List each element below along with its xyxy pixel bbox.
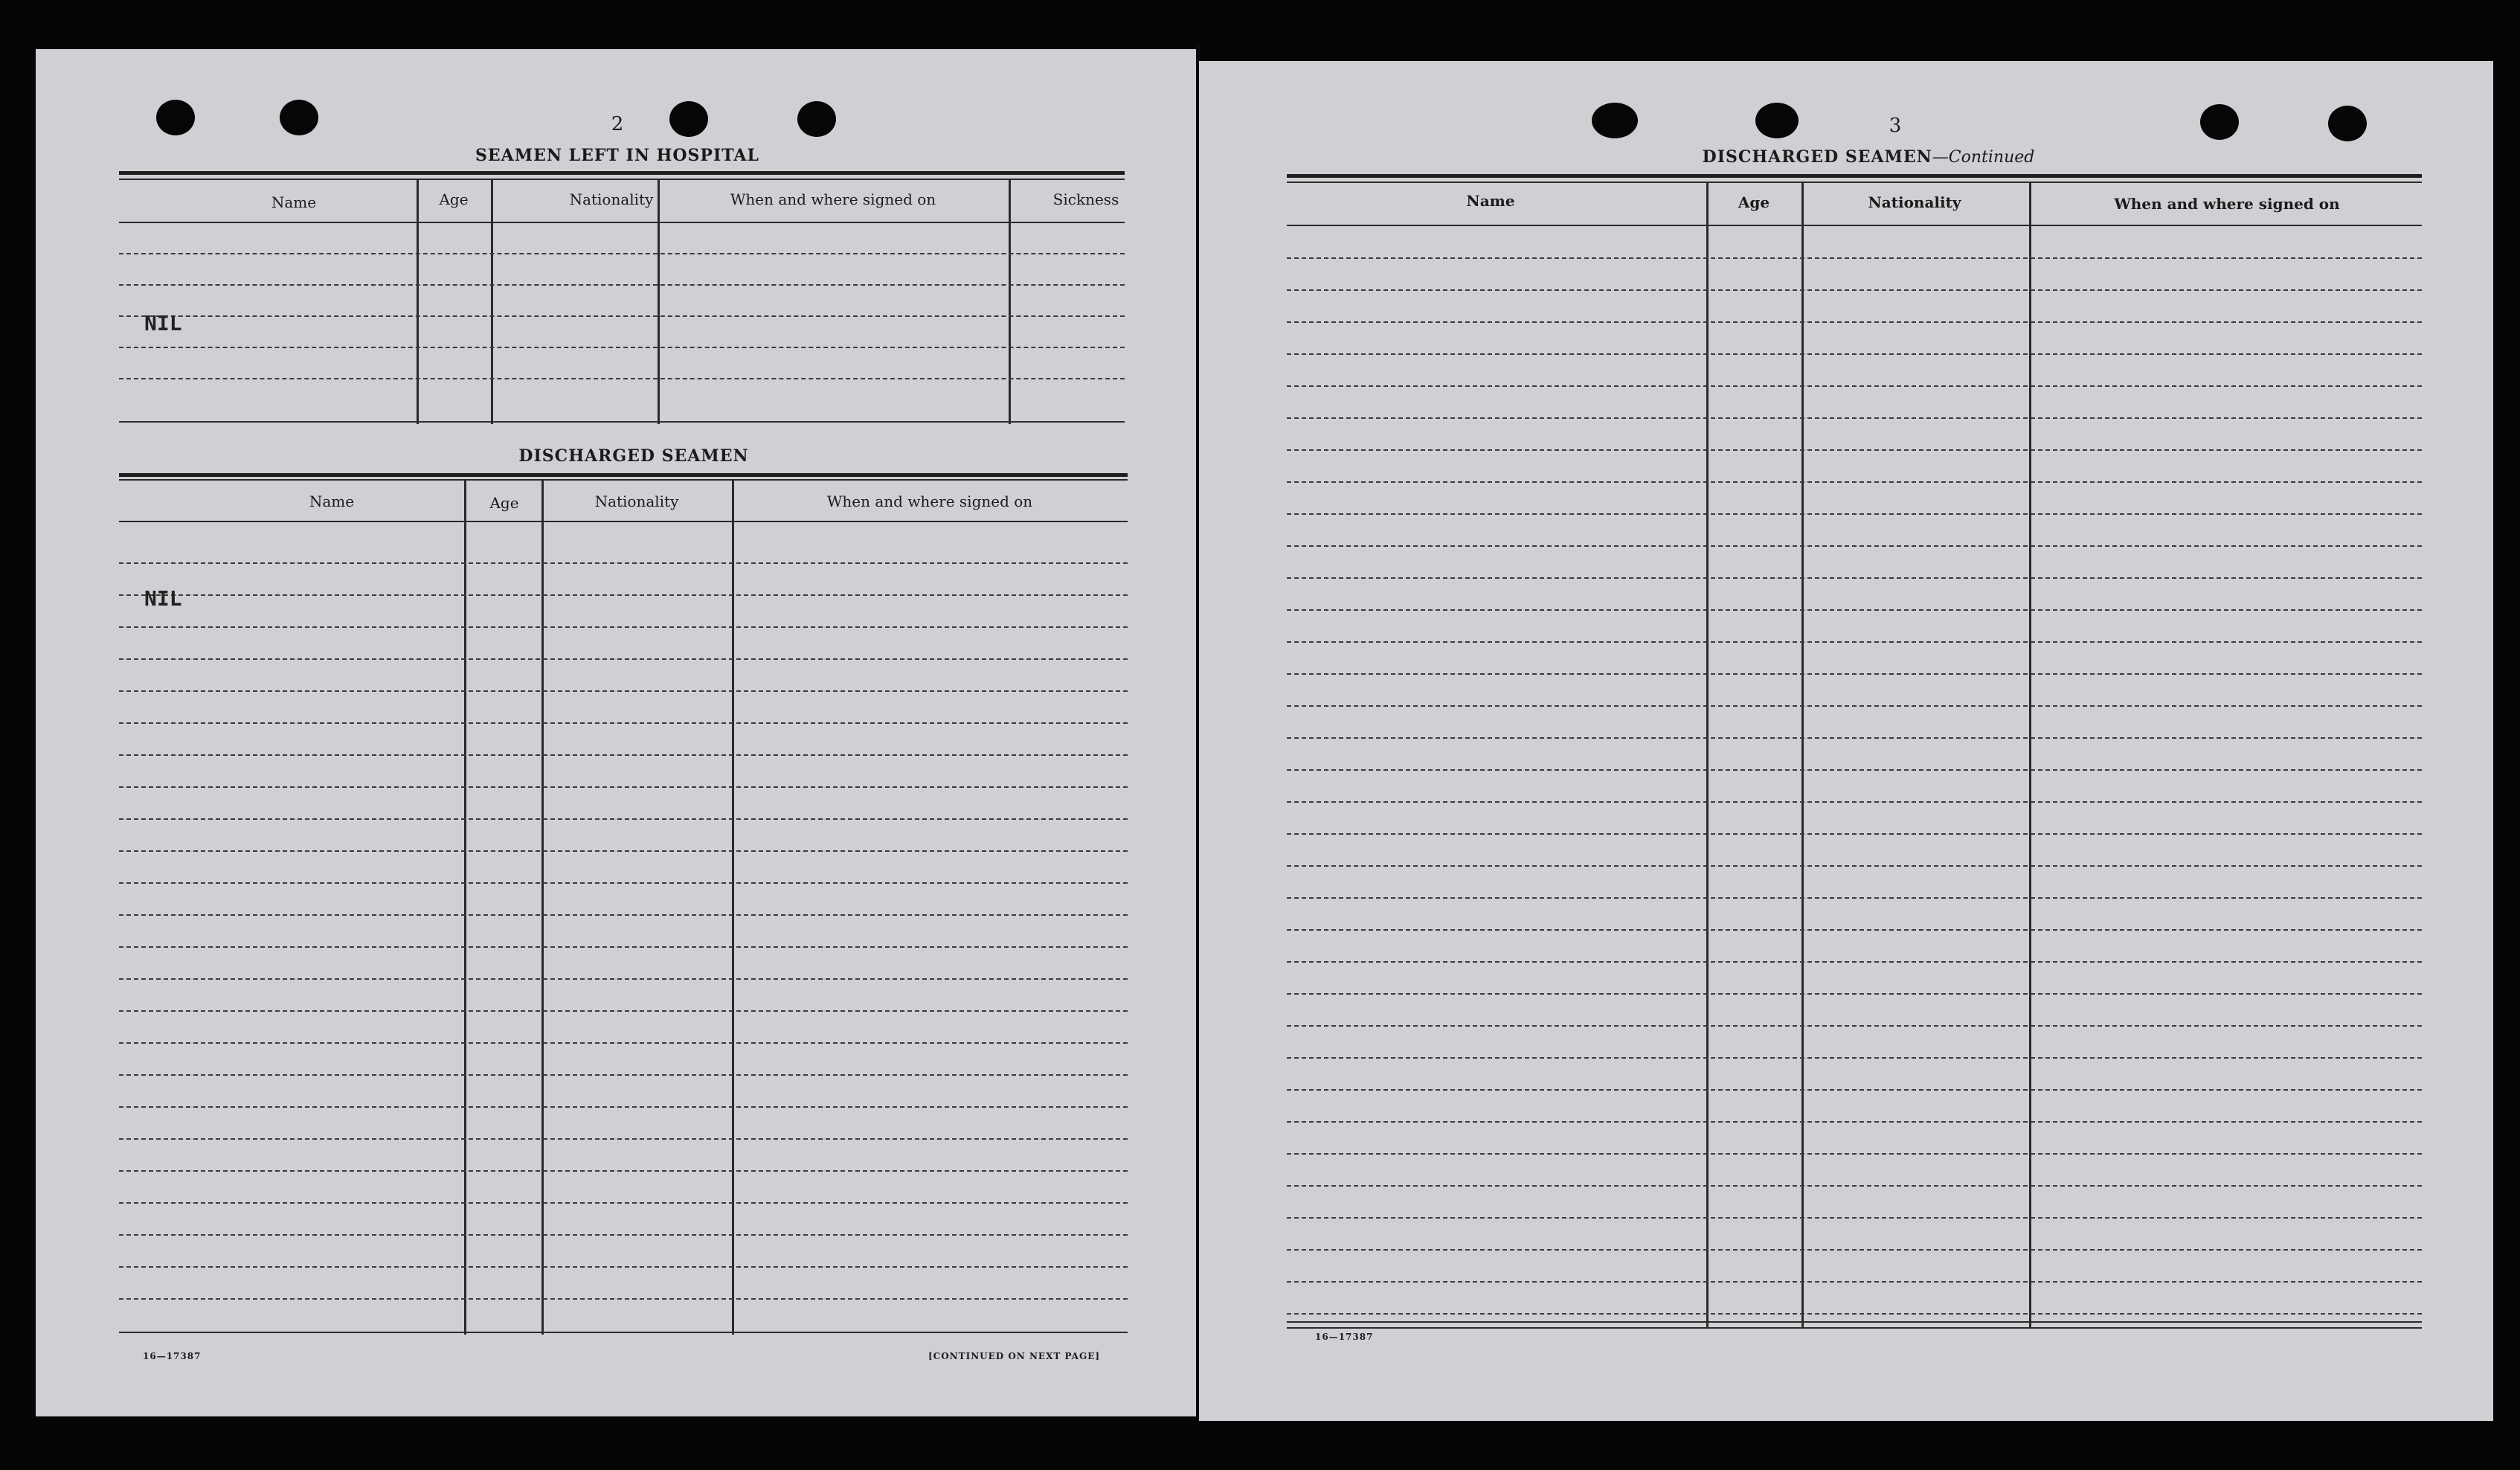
table-row bbox=[119, 626, 1128, 628]
table-row bbox=[119, 594, 1128, 596]
table-row bbox=[119, 1266, 1128, 1268]
table-row bbox=[119, 946, 1128, 948]
table-row bbox=[1287, 865, 2422, 867]
punch-hole bbox=[797, 101, 836, 137]
table-row bbox=[1287, 1153, 2422, 1155]
table-row bbox=[1287, 833, 2422, 835]
punch-hole bbox=[280, 100, 318, 135]
table-top-rule bbox=[119, 179, 1125, 180]
table-row bbox=[119, 1170, 1128, 1172]
form-number: 16—17387 bbox=[143, 1351, 202, 1361]
table-row bbox=[1287, 1057, 2422, 1059]
table-row bbox=[119, 690, 1128, 692]
table-row bbox=[1287, 1121, 2422, 1123]
column-divider bbox=[1009, 179, 1011, 424]
table-row bbox=[119, 1042, 1128, 1044]
page-number: 2 bbox=[611, 113, 624, 135]
table-row bbox=[1287, 673, 2422, 675]
column-header-name: Name bbox=[1466, 192, 1515, 210]
table-row bbox=[119, 284, 1125, 286]
table-row bbox=[119, 1138, 1128, 1140]
column-header-nationality: Nationality bbox=[569, 190, 654, 208]
table-row bbox=[119, 1202, 1128, 1204]
left-page bbox=[36, 49, 1196, 1416]
table-top-rule bbox=[1287, 174, 2422, 178]
punch-hole bbox=[669, 101, 708, 137]
table-bottom-rule bbox=[119, 1332, 1128, 1333]
table-row bbox=[119, 1106, 1128, 1108]
punch-hole bbox=[2200, 104, 2239, 140]
column-header-name: Name bbox=[271, 193, 317, 211]
table-row bbox=[119, 786, 1128, 788]
continued-note: [CONTINUED ON NEXT PAGE] bbox=[928, 1351, 1101, 1361]
punch-hole bbox=[156, 100, 195, 135]
table-row bbox=[119, 1234, 1128, 1236]
table-top-rule bbox=[119, 473, 1128, 477]
table-row bbox=[119, 562, 1128, 564]
table-row bbox=[1287, 961, 2422, 963]
punch-hole bbox=[1592, 103, 1638, 138]
column-divider bbox=[417, 179, 419, 424]
table-row bbox=[119, 754, 1128, 756]
column-header-signed-on: When and where signed on bbox=[826, 492, 1033, 510]
table-bottom-rule bbox=[119, 421, 1125, 423]
table-row bbox=[1287, 929, 2422, 931]
table-row bbox=[1287, 1089, 2422, 1091]
column-divider bbox=[732, 479, 734, 1335]
table-row bbox=[1287, 1185, 2422, 1187]
table-row bbox=[119, 850, 1128, 852]
discharged-continued-table bbox=[1287, 174, 2422, 1402]
hospital-section-title: SEAMEN LEFT IN HOSPITAL bbox=[475, 146, 759, 165]
table-row bbox=[1287, 257, 2422, 259]
title-suffix: —Continued bbox=[1932, 148, 2035, 167]
discharged-entry-name: NIL bbox=[144, 586, 182, 611]
column-divider bbox=[464, 479, 466, 1335]
header-bottom-rule bbox=[119, 521, 1128, 522]
table-row bbox=[1287, 481, 2422, 483]
table-row bbox=[119, 914, 1128, 916]
table-row bbox=[1287, 449, 2422, 451]
column-divider bbox=[491, 179, 493, 424]
table-row bbox=[119, 882, 1128, 884]
table-row bbox=[1287, 1281, 2422, 1283]
table-row bbox=[1287, 801, 2422, 803]
table-row bbox=[1287, 737, 2422, 739]
discharged-continued-title bbox=[1703, 147, 2035, 167]
table-row bbox=[1287, 353, 2422, 355]
column-header-age: Age bbox=[489, 494, 519, 512]
column-header-nationality: Nationality bbox=[594, 492, 679, 510]
column-header-signed-on: When and where signed on bbox=[2114, 195, 2340, 213]
table-row bbox=[1287, 897, 2422, 899]
column-header-age: Age bbox=[439, 190, 469, 208]
table-row bbox=[1287, 1217, 2422, 1219]
table-row bbox=[119, 315, 1125, 317]
punch-hole bbox=[1755, 103, 1799, 138]
table-row bbox=[119, 347, 1125, 348]
table-row bbox=[1287, 1313, 2422, 1315]
table-row bbox=[1287, 385, 2422, 387]
table-row bbox=[119, 818, 1128, 820]
table-row bbox=[119, 1298, 1128, 1300]
hospital-entry-name: NIL bbox=[144, 311, 182, 336]
table-bottom-rule bbox=[1287, 1327, 2422, 1329]
column-divider bbox=[658, 179, 660, 424]
column-header-sickness: Sickness bbox=[1052, 190, 1119, 208]
table-row bbox=[1287, 641, 2422, 643]
table-row bbox=[1287, 1249, 2422, 1251]
table-row bbox=[119, 378, 1125, 379]
page-number: 3 bbox=[1889, 115, 1902, 137]
form-number: 16—17387 bbox=[1315, 1332, 1374, 1342]
table-row bbox=[119, 1074, 1128, 1076]
punch-hole bbox=[2328, 106, 2367, 141]
table-row bbox=[1287, 1025, 2422, 1027]
table-row bbox=[1287, 321, 2422, 323]
table-row bbox=[119, 722, 1128, 724]
hospital-table bbox=[119, 171, 1125, 476]
header-bottom-rule bbox=[119, 222, 1125, 223]
table-row bbox=[1287, 545, 2422, 547]
table-row bbox=[1287, 417, 2422, 419]
discharged-section-title: DISCHARGED SEAMEN bbox=[518, 446, 749, 466]
table-top-rule bbox=[119, 171, 1125, 175]
header-bottom-rule bbox=[1287, 225, 2422, 226]
table-top-rule bbox=[119, 479, 1128, 481]
column-header-name: Name bbox=[309, 492, 355, 510]
table-row bbox=[119, 978, 1128, 980]
table-row bbox=[1287, 705, 2422, 707]
table-top-rule bbox=[1287, 182, 2422, 183]
column-header-signed-on: When and where signed on bbox=[730, 190, 936, 208]
table-bottom-rule bbox=[1287, 1321, 2422, 1323]
table-row bbox=[1287, 289, 2422, 291]
column-header-nationality: Nationality bbox=[1868, 193, 1961, 211]
column-divider bbox=[541, 479, 544, 1335]
right-page bbox=[1199, 61, 2493, 1421]
discharged-table bbox=[119, 473, 1128, 1403]
table-row bbox=[119, 253, 1125, 254]
table-row bbox=[119, 658, 1128, 660]
table-row bbox=[1287, 577, 2422, 579]
table-row bbox=[119, 1010, 1128, 1012]
title-main: DISCHARGED SEAMEN bbox=[1702, 147, 1932, 167]
table-row bbox=[1287, 769, 2422, 771]
table-row bbox=[1287, 993, 2422, 995]
table-row bbox=[1287, 609, 2422, 611]
table-row bbox=[1287, 513, 2422, 515]
column-header-age: Age bbox=[1738, 193, 1770, 211]
